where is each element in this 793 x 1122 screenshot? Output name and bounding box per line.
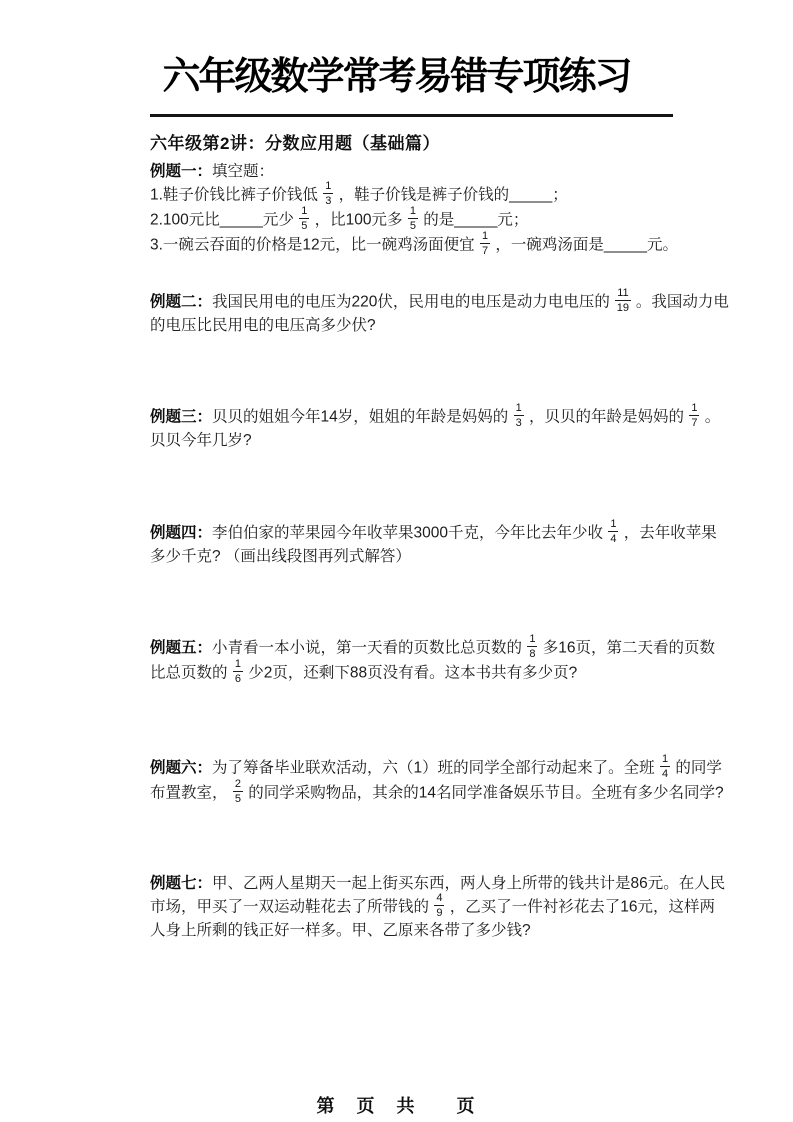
- fraction-denominator: 5: [301, 220, 308, 232]
- text-run: 2.100元比_____元少: [150, 211, 299, 229]
- fraction-denominator: 8: [529, 648, 536, 660]
- fraction-numerator: 1: [409, 205, 416, 217]
- fraction-denominator: 7: [481, 245, 489, 257]
- problem-line: [150, 892, 725, 920]
- fraction-numerator: 2: [234, 778, 241, 790]
- page-footer: 第 页 共 页: [316, 1096, 477, 1116]
- fraction-denominator: 7: [691, 417, 698, 429]
- problem-line: [150, 778, 724, 806]
- fraction: [233, 659, 243, 684]
- problem-line: [150, 518, 717, 546]
- problem-label: 例题五：: [150, 639, 213, 657]
- problem-1: [150, 161, 678, 258]
- fraction: [299, 206, 309, 231]
- fraction: [408, 206, 418, 231]
- fraction-numerator: 1: [515, 402, 522, 414]
- fraction-numerator: 11: [617, 287, 629, 299]
- text-run: 的同学采购物品，其余的14名同学准备娱乐节目。全班有多少名同学?: [243, 784, 724, 802]
- fraction-denominator: 4: [610, 533, 617, 545]
- text-run: 的电压比民用电的电压高多少伏?: [150, 317, 376, 334]
- fraction-numerator: 1: [481, 230, 489, 242]
- problem-line: [150, 205, 678, 233]
- fraction-denominator: 3: [325, 195, 332, 207]
- fraction-denominator: 5: [409, 220, 416, 232]
- text-run: 填空题：: [212, 163, 275, 180]
- text-run: 比总页数的: [150, 664, 232, 682]
- fraction-denominator: 4: [661, 768, 669, 780]
- fraction-denominator: 5: [234, 793, 241, 805]
- problem-5: [150, 633, 716, 686]
- title-underline: [150, 114, 673, 117]
- fraction: [608, 519, 618, 544]
- problem-label: 例题六：: [150, 759, 213, 777]
- text-run: 少2页，还剩下88页没有看。这本书共有多少页?: [243, 664, 578, 682]
- text-run: 为了筹备毕业联欢活动，六（1）班的同学全部行动起来了。全班: [212, 759, 659, 777]
- problem-7: [150, 873, 725, 942]
- fraction-numerator: 1: [301, 205, 308, 217]
- text-run: 甲、乙两人星期天一起上街买东西，两人身上所带的钱共计是86元。在人民: [212, 875, 726, 892]
- problem-line: [150, 230, 679, 258]
- fraction-numerator: 1: [610, 518, 617, 530]
- problem-line: [150, 920, 725, 942]
- fraction: [480, 231, 490, 256]
- problem-line: [150, 658, 715, 686]
- fraction-numerator: 1: [529, 633, 536, 645]
- text-run: 贝贝的姐姐今年14岁，姐姐的年龄是妈妈的: [212, 408, 513, 426]
- problem-line: [150, 546, 717, 568]
- fraction-denominator: 3: [515, 417, 522, 429]
- fraction-numerator: 1: [691, 402, 698, 414]
- fraction: [323, 181, 333, 206]
- fraction-denominator: 19: [616, 302, 630, 314]
- text-run: ，贝贝的年龄是妈妈的: [524, 408, 689, 426]
- text-run: ，比100元多: [310, 211, 407, 229]
- text-run: 的同学: [671, 759, 722, 777]
- text-run: 多少千克? （画出线段图再列式解答）: [150, 548, 411, 565]
- text-run: 1.鞋子价钱比裤子价钱低: [150, 186, 323, 204]
- text-run: 布置教室，: [150, 784, 232, 802]
- fraction-numerator: 1: [234, 658, 241, 670]
- fraction: [615, 288, 630, 313]
- problem-6: [150, 753, 724, 806]
- problem-label: 例题三：: [150, 408, 213, 426]
- text-run: 李伯伯家的苹果园今年收苹果3000千克，今年比去年少收: [212, 524, 608, 542]
- text-run: ，鞋子价钱是裤子价钱的_____；: [334, 186, 568, 204]
- section-heading: 六年级第2讲：分数应用题（基础篇）: [150, 134, 440, 153]
- text-run: ，去年收苹果: [619, 524, 717, 542]
- text-run: 。我国动力电: [631, 293, 729, 311]
- fraction: [233, 779, 243, 804]
- fraction-denominator: 9: [436, 907, 443, 919]
- problem-label: 例题二：: [150, 293, 213, 311]
- text-run: 多16页，第二天看的页数: [538, 639, 716, 657]
- problem-line: [150, 287, 729, 315]
- text-run: 的是_____元；: [418, 211, 529, 229]
- problem-line: [150, 315, 729, 337]
- text-run: ，乙买了一件衬衫花去了16元，这样两: [445, 898, 715, 916]
- text-run: 我国民用电的电压为220伏，民用电的电压是动力电电压的: [212, 293, 615, 311]
- fraction: [660, 754, 670, 779]
- fraction: [527, 634, 537, 659]
- text-run: 人身上所剩的钱正好一样多。甲、乙原来各带了多少钱?: [150, 922, 531, 939]
- text-run: 贝贝今年几岁?: [150, 432, 252, 449]
- problem-4: [150, 518, 717, 568]
- fraction-numerator: 4: [436, 892, 443, 904]
- fraction-denominator: 6: [234, 673, 241, 685]
- problem-label: 例题一：: [150, 163, 213, 180]
- fraction: [434, 893, 444, 918]
- problem-line: [150, 402, 721, 430]
- fraction-numerator: 1: [325, 180, 332, 192]
- problem-3: [150, 402, 721, 452]
- fraction: [514, 403, 524, 428]
- problem-line: [150, 430, 720, 452]
- text-run: 。: [700, 408, 721, 426]
- text-run: 市场，甲买了一双运动鞋花去了所带钱的: [150, 898, 434, 916]
- text-run: ，一碗鸡汤面是_____元。: [491, 236, 679, 254]
- problem-label: 例题七：: [150, 875, 213, 892]
- problem-line: [150, 161, 678, 183]
- fraction-numerator: 1: [661, 753, 669, 765]
- text-run: 小青看一本小说，第一天看的页数比总页数的: [212, 639, 527, 657]
- fraction: [689, 403, 699, 428]
- problem-label: 例题四：: [150, 524, 213, 542]
- page-title: 六年级数学常考易错专项练习: [162, 56, 631, 98]
- problem-2: [150, 287, 729, 337]
- text-run: 3.一碗云吞面的价格是12元，比一碗鸡汤面便宜: [150, 236, 479, 254]
